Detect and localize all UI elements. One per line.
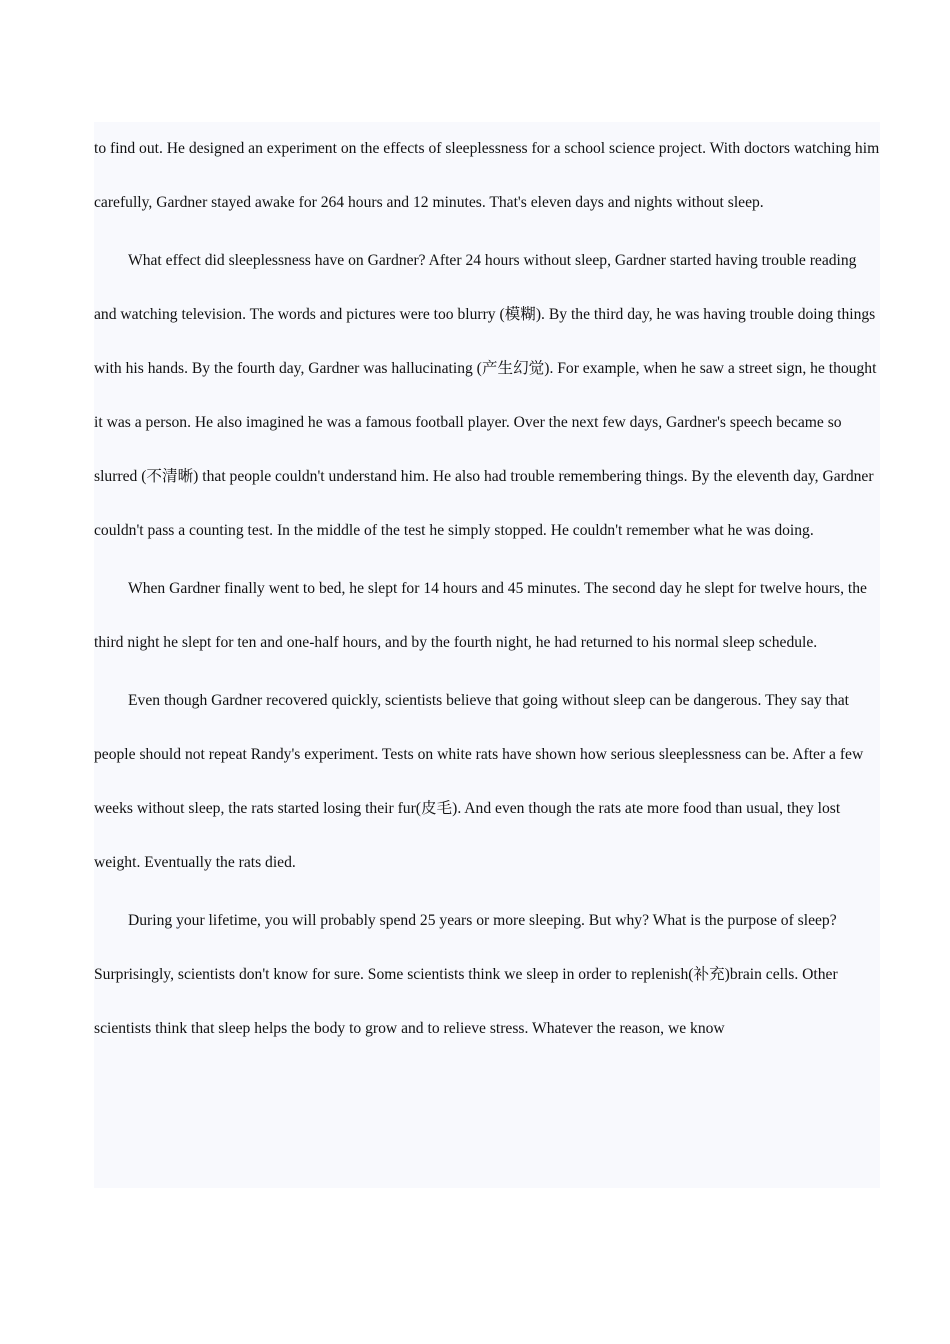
- document-text-block: [94, 122, 880, 1188]
- paragraph-sleeplessness-effects: What effect did sleeplessness have on Gardner? After 24 hours without sleep, Gardner started having trouble reading and watching television. The words and pictures were too blurry (模糊). By the third day, he was having trouble doing things with his hands. By the fourth day, Gardner was hallucinating (产生幻觉). For example, when he saw a street sign, he thought it was a person. He also imagined he was a famous football player. Over the next few days, Gardner's speech became so slurred (不清晰) that people couldn't understand him. He also had trouble remembering things. By the eleventh day, Gardner couldn't pass a counting test. In the middle of the test he simply stopped. He couldn't remember what he was doing.: [94, 252, 877, 539]
- paragraph-recovery: When Gardner finally went to bed, he slept for 14 hours and 45 minutes. The second day he slept for twelve hours, the third night he slept for ten and one-half hours, and by the fourth night, he had returned to his normal sleep schedule.: [94, 580, 867, 651]
- paragraph-dangers: Even though Gardner recovered quickly, scientists believe that going without sleep can be dangerous. They say that people should not repeat Randy's experiment. Tests on white rats have shown how serious sleeplessness can be. After a few weeks without sleep, the rats started losing their fur(皮毛). And even though the rats ate more food than usual, they lost weight. Eventually the rats died.: [94, 692, 864, 871]
- paragraph-continuation: to find out. He designed an experiment on the effects of sleeplessness for a school science project. With doctors watching him carefully, Gardner stayed awake for 264 hours and 12 minutes. That's eleven days and nights without sleep.: [94, 140, 880, 211]
- paragraph-purpose-of-sleep: During your lifetime, you will probably spend 25 years or more sleeping. But why? What is the purpose of sleep? Surprisingly, scientists don't know for sure. Some scientists think we sleep in order to replenish(补充)brain cells. Other scientists think that sleep helps the body to grow and to relieve stress. Whatever the reason, we know: [94, 912, 838, 1037]
